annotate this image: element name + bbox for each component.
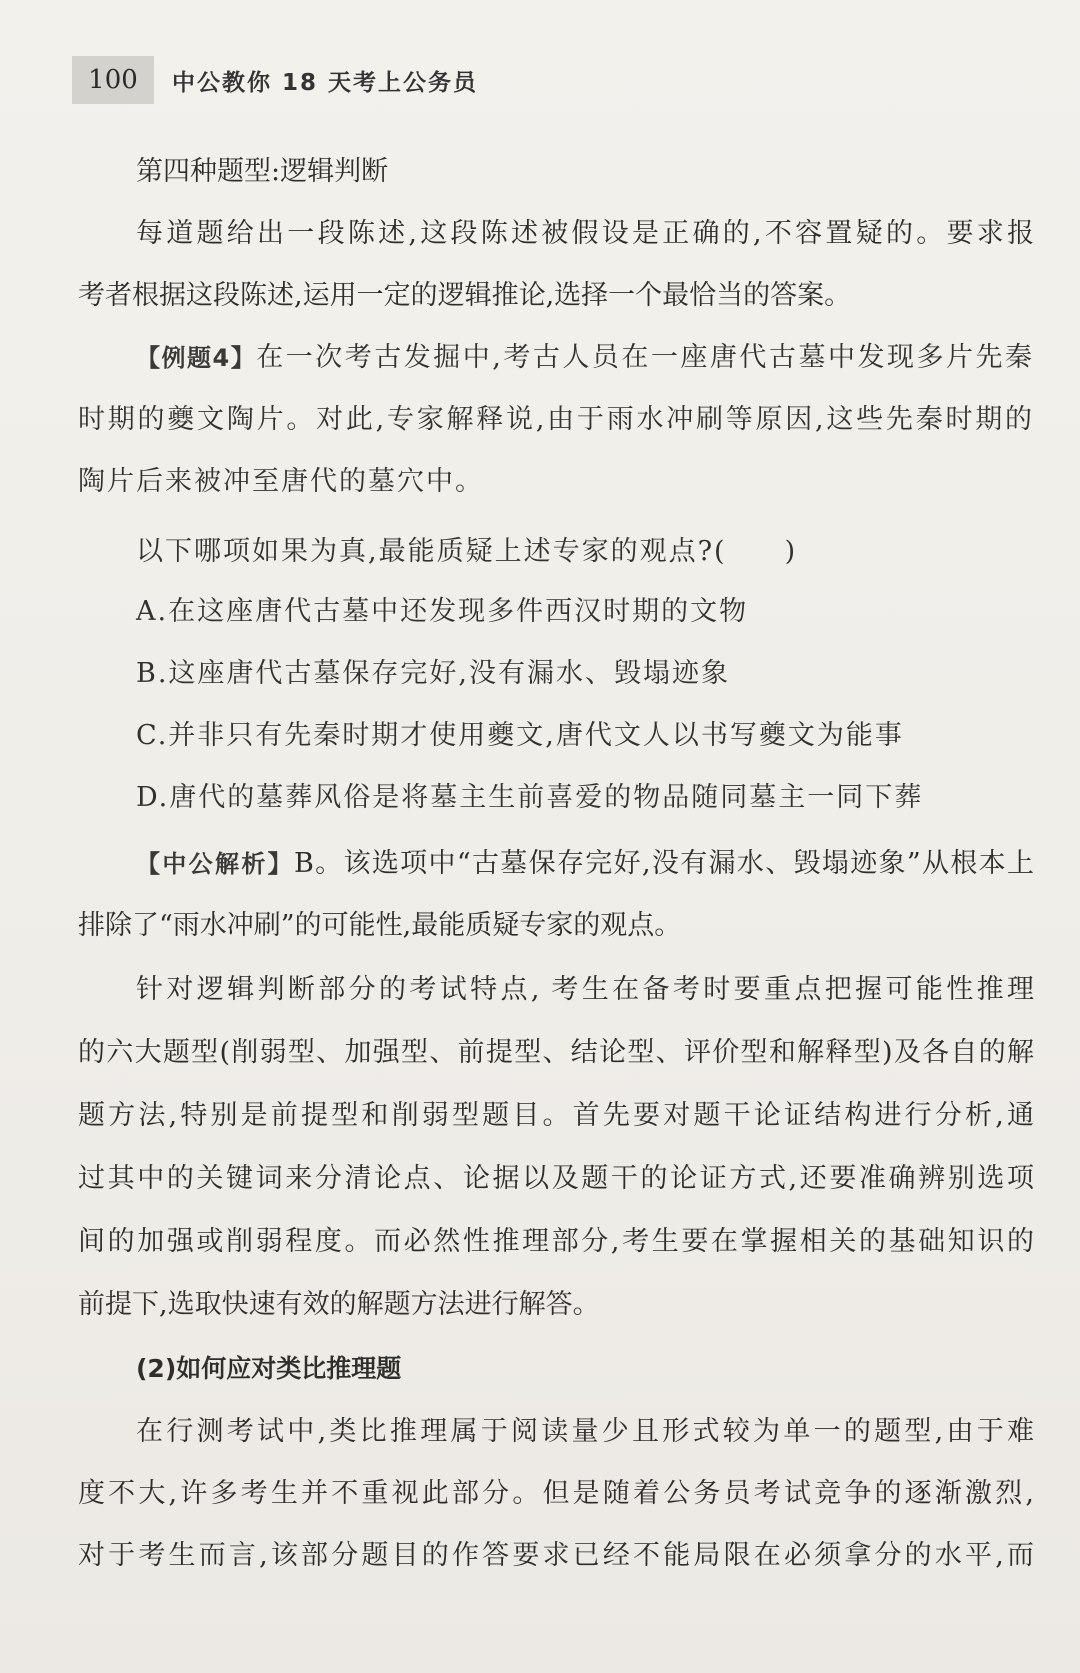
strategy-line-3: 题方法,特别是前提型和削弱型题目。首先要对题干论证结构进行分析,通 [78,1100,1034,1131]
strategy-line-5: 间的加强或削弱程度。而必然性推理部分,考生要在掌握相关的基础知识的 [78,1226,1034,1257]
strategy-line-1: 针对逻辑判断部分的考试特点, 考生在备考时要重点把握可能性推理 [136,974,1034,1005]
analysis-text-1: B。该选项中“古墓保存完好,没有漏水、毁塌迹象”从根本上 [294,848,1035,879]
strategy-line-4: 过其中的关键词来分清论点、论据以及题干的论证方式,还要准确辨别选项 [78,1163,1034,1194]
analysis-line-2: 排除了“雨水冲刷”的可能性,最能质疑专家的观点。 [78,910,682,941]
intro-line-1: 每道题给出一段陈述,这段陈述被假设是正确的,不容置疑的。要求报 [136,218,1034,249]
page-number: 100 [72,56,154,104]
example-question: 以下哪项如果为真,最能质疑上述专家的观点?( ) [136,536,798,567]
subsection-line-2: 度不大,许多考生并不重视此部分。但是随着公务员考试竞争的逐渐激烈, [78,1478,1034,1509]
intro-line-2: 考者根据这段陈述,运用一定的逻辑推论,选择一个最恰当的答案。 [78,280,852,311]
option-a: A.在这座唐代古墓中还发现多件西汉时期的文物 [136,596,749,627]
option-d: D.唐代的墓葬风俗是将墓主生前喜爱的物品随同墓主一同下葬 [136,782,924,813]
subsection-line-1: 在行测考试中,类比推理属于阅读量少且形式较为单一的题型,由于难 [136,1416,1034,1447]
book-title: 中公教你 18 天考上公务员 [172,69,479,96]
strategy-line-2: 的六大题型(削弱型、加强型、前提型、结论型、评价型和解释型)及各自的解 [78,1037,1034,1068]
example-line-1 [136,341,1034,375]
example-text-1: 在一次考古发掘中,考古人员在一座唐代古墓中发现多片先秦 [256,342,1034,373]
option-b: B.这座唐代古墓保存完好,没有漏水、毁塌迹象 [136,658,731,689]
analysis-line-1 [136,847,1034,881]
running-header [72,56,478,104]
analysis-tag: 【中公解析】 [136,850,294,878]
subsection-title: (2)如何应对类比推理题 [136,1354,402,1383]
example-line-3: 陶片后来被冲至唐代的墓穴中。 [78,466,484,497]
example-line-2: 时期的夔文陶片。对此,专家解释说,由于雨水冲刷等原因,这些先秦时期的 [78,404,1034,435]
subsection-line-3: 对于考生而言,该部分题目的作答要求已经不能局限在必须拿分的水平,而 [78,1540,1034,1571]
option-c: C.并非只有先秦时期才使用夔文,唐代文人以书写夔文为能事 [136,720,904,751]
example-tag: 【例题4】 [136,344,257,372]
section-title: 第四种题型:逻辑判断 [136,156,389,187]
strategy-line-6: 前提下,选取快速有效的解题方法进行解答。 [78,1289,600,1320]
